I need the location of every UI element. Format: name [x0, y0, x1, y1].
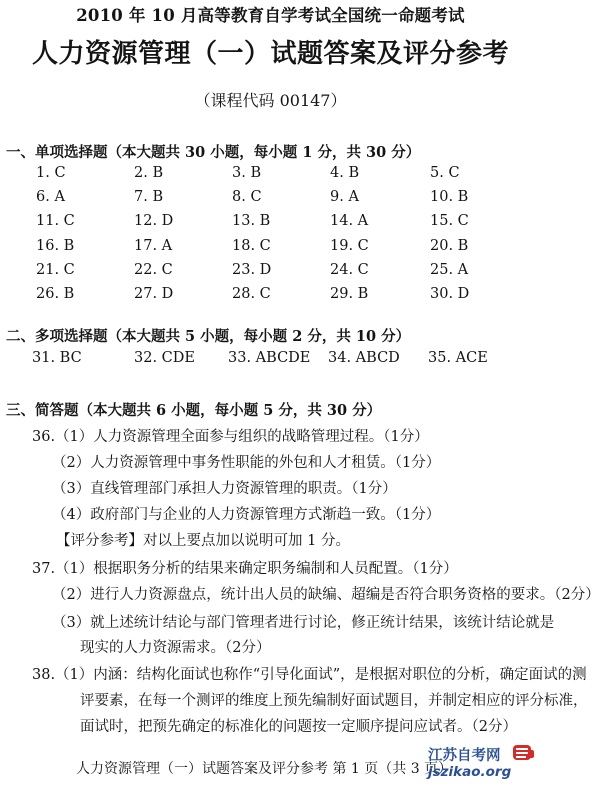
answer-cell: 26. B: [36, 286, 75, 302]
page-footer: 人力资源管理（一）试题答案及评分参考 第 1 页（共 3 页）: [76, 761, 453, 777]
section1-heading: 一、单项选择题（本大题共 30 小题，每小题 1 分，共 30 分）: [6, 144, 421, 161]
answer-cell: 34. ABCD: [328, 350, 400, 366]
answer-cell: 1. C: [36, 165, 66, 181]
page-title: 人力资源管理（一）试题答案及评分参考: [31, 39, 509, 69]
answer-cell: 17. A: [134, 237, 173, 254]
q36-line2: （2）人力资源管理中事务性职能的外包和人才租赁。（1分）: [52, 455, 441, 471]
answer-cell: 30. D: [430, 286, 470, 302]
section2-heading: 二、多项选择题（本大题共 5 小题，每小题 2 分，共 10 分）: [6, 328, 411, 345]
answer-cell: 6. A: [36, 189, 65, 206]
answer-cell: 2. B: [134, 165, 164, 181]
answer-cell: 7. B: [134, 189, 164, 206]
answer-cell: 12. D: [134, 213, 174, 230]
fist-icon: [510, 740, 536, 766]
q36-line4: （4）政府部门与企业的人力资源管理方式渐趋一致。（1分）: [52, 507, 441, 523]
q38-line2: 评要素，在每一个测评的维度上预先编制好面试题目，并制定相应的评分标准，: [80, 693, 588, 709]
answer-cell: 29. B: [330, 286, 369, 302]
answer-cell: 23. D: [232, 261, 272, 278]
q38-line1: 38.（1）内涵：结构化面试也称作“引导化面试”，是根据对职位的分析，确定面试的测: [32, 667, 587, 683]
q36-line1: 36.（1）人力资源管理全面参与组织的战略管理过程。（1分）: [32, 429, 429, 445]
answer-cell: 15. C: [430, 213, 469, 230]
q37-line1: 37.（1）根据职务分析的结果来确定职务编制和人员配置。（1分）: [32, 561, 458, 577]
answer-cell: 22. C: [134, 261, 173, 278]
answer-cell: 10. B: [430, 189, 469, 206]
answer-cell: 14. A: [330, 213, 369, 230]
answer-cell: 21. C: [36, 261, 75, 278]
q36-line3: （3）直线管理部门承担人力资源管理的职责。（1分）: [52, 481, 397, 497]
q37-line3b: 现实的人力资源需求。（2分）: [80, 640, 271, 656]
answer-cell: 20. B: [430, 237, 469, 254]
answer-cell: 8. C: [232, 189, 262, 206]
course-code: （课程代码 00147）: [194, 91, 347, 110]
answer-cell: 24. C: [330, 261, 369, 278]
answer-cell: 28. C: [232, 286, 271, 302]
watermark-logo: [428, 738, 540, 786]
answer-cell: 35. ACE: [428, 350, 488, 366]
answer-cell: 11. C: [36, 213, 75, 230]
answer-cell: 27. D: [134, 286, 174, 302]
q37-line3a: （3）就上述统计结论与部门管理者进行讨论，修正统计结果，该统计结论就是: [52, 615, 555, 631]
answer-cell: 4. B: [330, 165, 360, 181]
section3-heading: 三、简答题（本大题共 6 小题，每小题 5 分，共 30 分）: [6, 402, 382, 419]
answer-cell: 31. BC: [32, 350, 82, 366]
answer-cell: 18. C: [232, 237, 271, 254]
answer-cell: 32. CDE: [134, 350, 195, 366]
watermark-text: 江苏自考网: [428, 748, 501, 764]
q38-line3: 面试时，把预先确定的标准化的问题按一定顺序提问应试者。（2分）: [80, 719, 517, 735]
answer-cell: 5. C: [430, 165, 460, 181]
watermark-url: jszikao.org: [428, 764, 512, 780]
answer-cell: 3. B: [232, 165, 262, 181]
q37-line2: （2）进行人力资源盘点，统计出人员的缺编、超编是否符合职务资格的要求。（2分）: [52, 587, 600, 603]
answer-cell: 25. A: [430, 261, 469, 278]
answer-cell: 13. B: [232, 213, 271, 230]
answer-cell: 9. A: [330, 189, 359, 206]
answer-cell: 16. B: [36, 237, 75, 254]
answer-cell: 19. C: [330, 237, 369, 254]
answer-cell: 33. ABCDE: [228, 350, 311, 366]
q36-scoring-note: 【评分参考】对以上要点加以说明可加 1 分。: [56, 533, 350, 549]
exam-subtitle: 2010 年 10 月高等教育自学考试全国统一命题考试: [76, 6, 465, 25]
